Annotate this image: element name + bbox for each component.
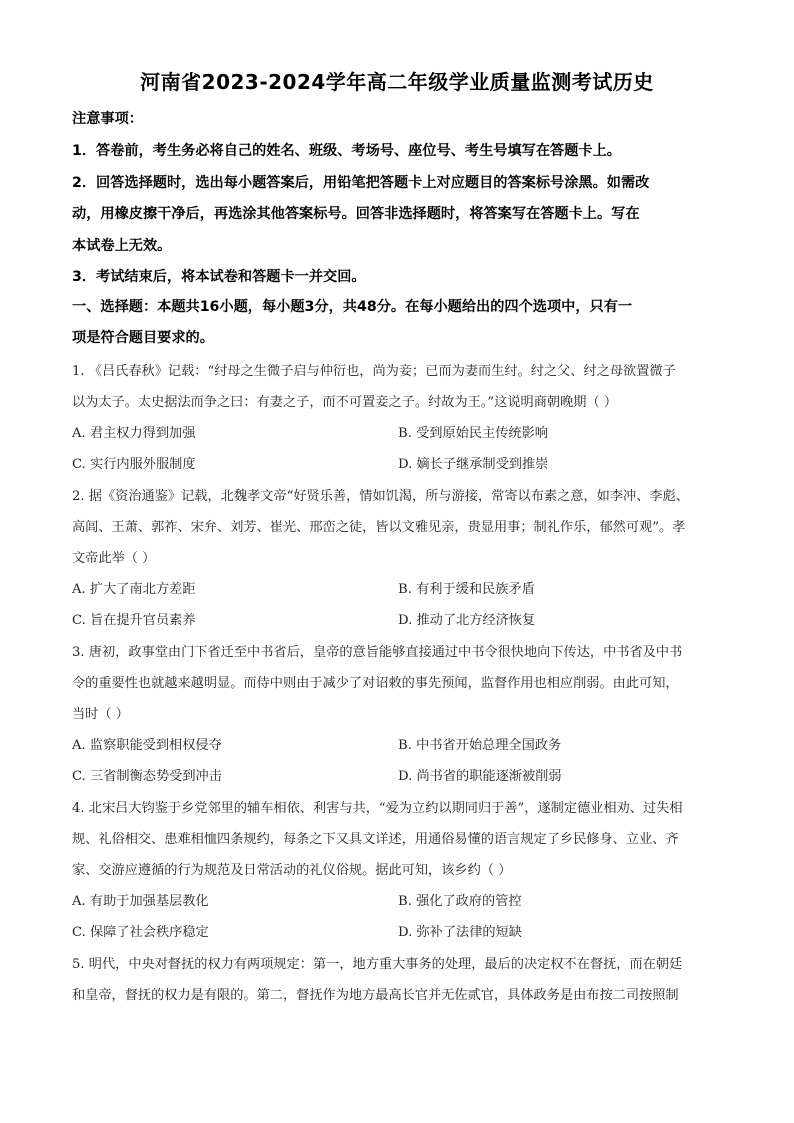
- question-5-line-1: 5. 明代，中央对督抚的权力有两项规定：第一，地方重大事务的处理，最后的决定权不在督抚，而在朝廷: [72, 957, 683, 972]
- question-2-line-1: 2. 据《资治通鉴》记载，北魏孝文帝“好贤乐善，情如饥渴，所与游接，常寄以布素之意，如李冲、李彪、: [72, 489, 689, 504]
- question-1-option-a: A. 君主权力得到加强: [72, 426, 196, 441]
- question-2-line-2: 高闾、王萧、郭祚、宋弁、刘芳、崔光、邢峦之徒，皆以文雅见亲，贵显用事；制礼作乐，郁然可观”。孝: [72, 520, 686, 535]
- question-3-option-d: D. 尚书省的职能逐渐被削弱: [398, 769, 562, 784]
- question-2-option-b: B. 有利于缓和民族矛盾: [398, 582, 535, 597]
- question-4-option-c: C. 保障了社会秩序稳定: [72, 925, 209, 940]
- question-3-line-3: 当时（ ）: [72, 707, 129, 722]
- question-4-option-b: B. 强化了政府的管控: [398, 894, 522, 909]
- question-3-line-2: 令的重要性也就越来越明显。而侍中则由于减少了对诏敕的事先预闻，监督作用也相应削弱。由此可知，: [72, 676, 679, 691]
- question-4-line-2: 规、礼俗相交、患难相恤四条规约，每条之下又具文详述，用通俗易懂的语言规定了乡民修身、立业、齐: [72, 832, 679, 847]
- question-3-option-a: A. 监察职能受到相权侵夺: [72, 738, 222, 753]
- question-4-option-d: D. 弥补了法律的短缺: [398, 925, 522, 940]
- notice-item-3: 3．考试结束后，将本试卷和答题卡一并交回。: [72, 269, 366, 285]
- question-3-option-b: B. 中书省开始总理全国政务: [398, 738, 562, 753]
- question-1-line-1: 1. 《吕氏春秋》记载：“纣母之生微子启与仲衍也，尚为妾；已而为妻而生纣。纣之父、纣之母欲置微子: [72, 364, 676, 379]
- notice-item-2-cont2: 本试卷上无效。: [72, 238, 172, 254]
- question-2-option-c: C. 旨在提升官员素养: [72, 613, 196, 628]
- notice-item-2: 2．回答选择题时，选出每小题答案后，用铅笔把答题卡上对应题目的答案标号涂黑。如需改: [72, 175, 650, 191]
- question-4-option-a: A. 有助于加强基层教化: [72, 894, 209, 909]
- question-4-line-1: 4. 北宋吕大钧鉴于乡党邻里的辅车相依、利害与共，“爱为立约以期同归于善”，遂制定德业相劝、过失相: [72, 801, 683, 816]
- section-heading-cont: 项是符合题目要求的。: [72, 330, 214, 346]
- question-5-line-2: 和皇帝，督抚的权力是有限的。第二，督抚作为地方最高长官并无佐贰官，具体政务是由布按二司按照制: [72, 988, 679, 1003]
- question-1-line-2: 以为太子。太史据法而争之曰：有妻之子，而不可置妾之子。纣故为王。”这说明商朝晚期（ ）: [72, 395, 618, 410]
- notice-item-2-cont: 动，用橡皮擦干净后，再选涂其他答案标号。回答非选择题时，将答案写在答题卡上。写在: [72, 206, 640, 222]
- question-1-option-d: D. 嫡长子继承制受到推崇: [398, 457, 549, 472]
- question-3-line-1: 3. 唐初，政事堂由门下省迁至中书省后，皇帝的意旨能够直接通过中书令很快地向下传达，中书省及中书: [72, 645, 683, 660]
- exam-title: 河南省2023-2024学年高二年级学业质量监测考试历史: [140, 70, 654, 94]
- section-heading: 一、选择题：本题共16小题，每小题3分，共48分。在每小题给出的四个选项中，只有一: [72, 299, 633, 315]
- question-2-line-3: 文帝此举（ ）: [72, 551, 156, 566]
- question-2-option-a: A. 扩大了南北方差距: [72, 582, 196, 597]
- notice-heading: 注意事项：: [72, 111, 143, 127]
- question-1-option-c: C. 实行内服外服制度: [72, 457, 196, 472]
- question-3-option-c: C. 三省制衡态势受到冲击: [72, 769, 222, 784]
- question-1-option-b: B. 受到原始民主传统影响: [398, 426, 548, 441]
- question-4-line-3: 家、交游应遵循的行为规范及日常活动的礼仪俗规。据此可知，该乡约（ ）: [72, 863, 512, 878]
- notice-item-1: 1．答卷前，考生务必将自己的姓名、班级、考场号、座位号、考生号填写在答题卡上。: [72, 143, 621, 159]
- question-2-option-d: D. 推动了北方经济恢复: [398, 613, 536, 628]
